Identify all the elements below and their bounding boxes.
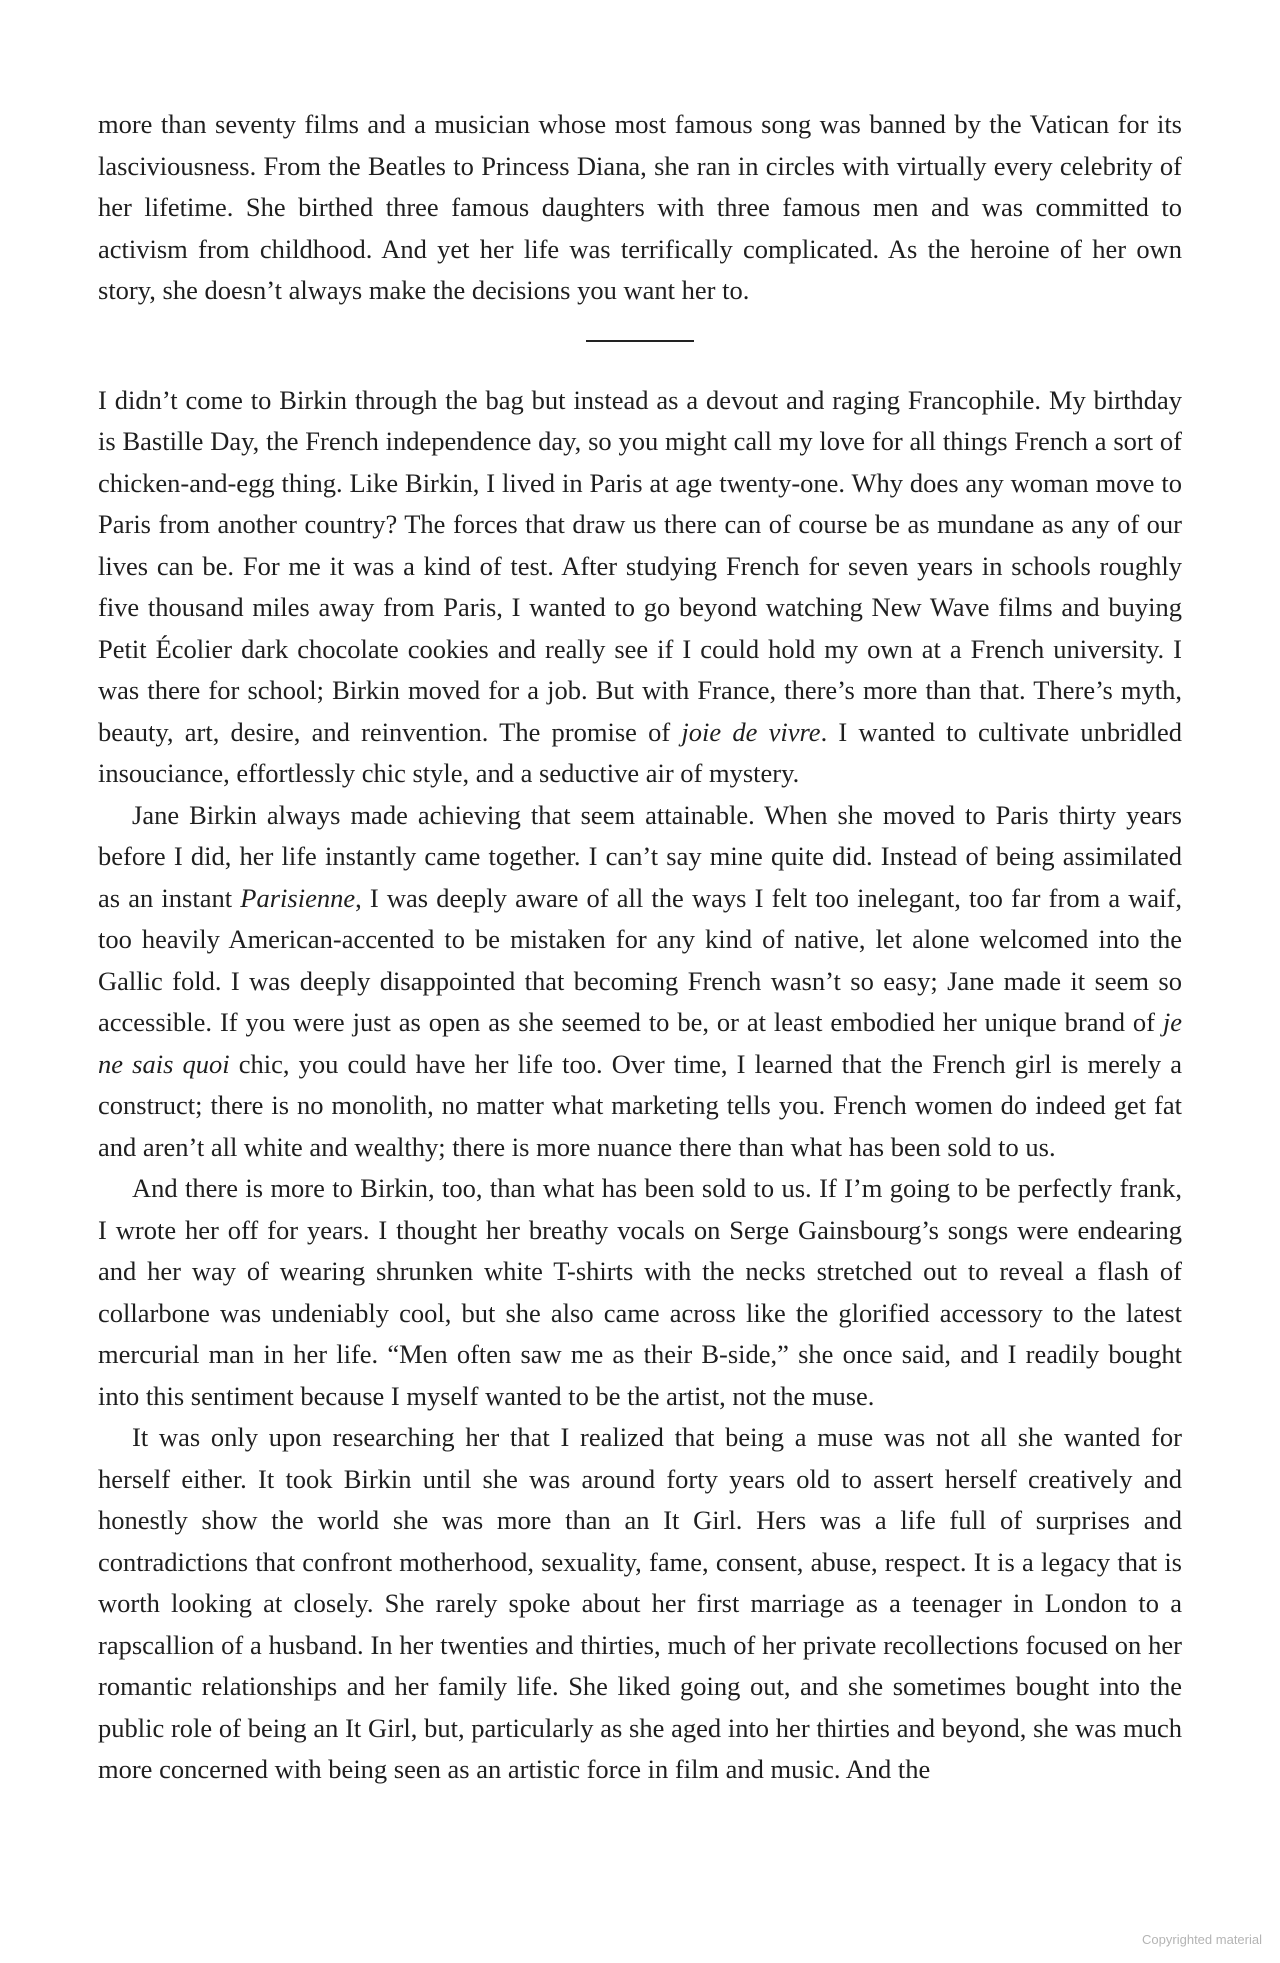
paragraph-4: And there is more to Birkin, too, than what has been sold to us. If I’m going to be perfectly frank, I wrote her off for years. I thought her breathy vocals on Serge Gainsbourg’s songs were endearing and her way of wearing shrunken white T-shirts with the necks stretched out to reveal a flash of collarbone was undeniably cool, but she also came across like the glorified accessory to the latest mercurial man in her life. “Men often saw me as their B-side,” she once said, and I readily bought into this sentiment because I myself wanted to be the artist, not the muse. <box>98 1173 1182 1411</box>
paragraph-3-text-b: , I was deeply aware of all the ways I felt too inelegant, too far from a waif, too heavily American-accented to be mistaken for any kind of native, let alone welcomed into the Gallic fold. I was deeply disappointed that becoming French wasn’t so easy; Jane made it seem so accessible. If you were just as open as she seemed to be, or at least embodied her unique brand of <box>98 882 1183 1037</box>
paragraph-2-text-a: I didn’t come to Birkin through the bag but instead as a devout and raging Francophile. My birthday is Bastille Day, the French independence day, so you might call my love for all things French a sort of chicken-and-egg thing. Like Birkin, I lived in Paris at age twenty-one. Why does any woman move to Paris from another country? The forces that draw us there can of course be as mundane as any of our lives can be. For me it was a kind of test. After studying French for seven years in schools roughly five thousand miles away from Paris, I wanted to go beyond watching New Wave films and buying Petit Écolier dark chocolate cookies and really see if I could hold my own at a French university. I was there for school; Birkin moved for a job. But with France, there’s more than that. There’s myth, beauty, art, desire, and reinvention. The promise of <box>98 384 1182 747</box>
paragraph-3-italic-phrase-2: je ne sais quoi <box>98 1007 1182 1079</box>
page-body <box>98 104 1182 1791</box>
paragraph-5: It was only upon researching her that I realized that being a muse was not all she wanted for herself either. It took Birkin until she was around forty years old to assert herself creatively and honestly show the world she was more than an It Girl. Hers was a life full of surprises and contradictions that confront motherhood, sexuality, fame, consent, abuse, respect. It is a legacy that is worth looking at closely. She rarely spoke about her first marriage as a teenager in London to a rapscallion of a husband. In her twenties and thirties, much of her private recollections focused on her romantic relationships and her family life. She liked going out, and she sometimes bought into the public role of being an It Girl, but, particularly as she aged into her thirties and beyond, she was much more concerned with being seen as an artistic force in film and music. And the <box>98 1422 1182 1784</box>
paragraph-3-italic-phrase-1: Parisienne <box>240 882 356 913</box>
copyright-watermark: Copyrighted material <box>1142 1932 1262 1947</box>
paragraph-2-italic-phrase: joie de vivre <box>681 716 821 747</box>
paragraph-1: more than seventy films and a musician whose most famous song was banned by the Vatican for its lasciviousness. From the Beatles to Princess Diana, she ran in circles with virtually every celebrity of her lifetime. She birthed three famous daughters with three famous men and was committed to activism from childhood. And yet her life was terrifically complicated. As the heroine of her own story, she doesn’t always make the decisions you want her to. <box>98 109 1182 305</box>
paragraph-3-text-c: chic, you could have her life too. Over time, I learned that the French girl is merely a construct; there is no monolith, no matter what marketing tells you. French women do indeed get fat and aren’t all white and wealthy; there is more nuance there than what has been sold to us. <box>98 1048 1182 1162</box>
section-divider <box>586 340 694 342</box>
paragraph-2-text-b: . I wanted to cultivate unbridled insouciance, effortlessly chic style, and a seductive air of mystery. <box>98 716 1182 788</box>
paragraph-2 <box>98 380 1182 795</box>
paragraph-3 <box>98 795 1182 1169</box>
paragraph-3-text-a: Jane Birkin always made achieving that seem attainable. When she moved to Paris thirty years before I did, her life instantly came together. I can’t say mine quite did. Instead of being assimilated as an instant <box>98 799 1182 913</box>
